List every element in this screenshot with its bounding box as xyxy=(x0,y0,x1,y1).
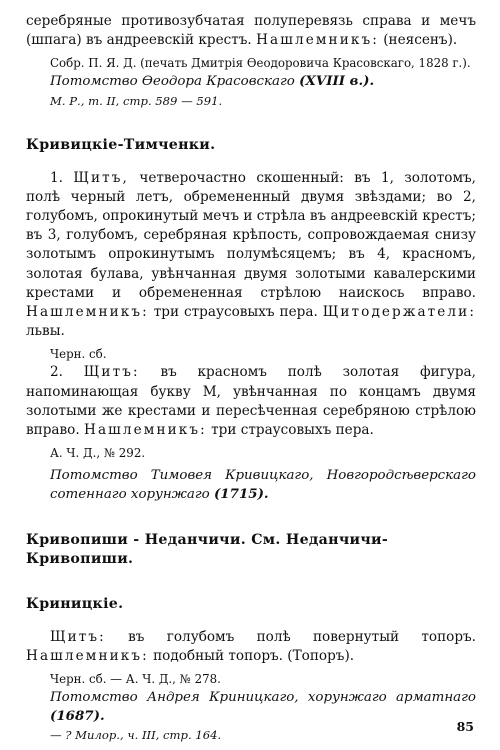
continuation-text-line1: серебряные противозубчатая полуперевязь справа и мечъ (шпага) xyxy=(26,13,476,49)
supporters-label: Щитодержатели: xyxy=(322,304,477,321)
lineage-note xyxy=(26,466,476,504)
page-number: 85 xyxy=(456,719,474,734)
lineage-date: (1715). xyxy=(213,486,269,503)
helmet-label: Нашлемникъ: xyxy=(26,304,149,321)
shield-label: Щитъ: xyxy=(50,628,106,645)
coat2-number: 2. xyxy=(50,364,63,381)
source-note: Черн. сб. xyxy=(50,347,107,362)
entry-heading-krinitskie: Криницкіе. xyxy=(26,595,124,612)
lineage-note xyxy=(26,72,476,91)
lineage-text: Потомство Өеодора Красовскаго xyxy=(50,74,295,90)
lineage-text: Потомство Тимовея Кривицкаго, Новгородсѣверскаго сотеннаго хорунжаго xyxy=(50,468,476,503)
continuation-text-line2-pre: въ андреевскій крестъ. xyxy=(85,32,252,49)
helmet-label: Нашлемникъ: xyxy=(26,647,149,664)
entry-heading-krivopishi xyxy=(26,531,476,569)
entry-heading-text: Кривопиши - Неданчичи. xyxy=(26,531,246,548)
coat2-text-a: въ красномъ полѣ золотая фигура, напоминающая букву М, увѣнчанная по концамъ двумя золотыми же крестами и пересѣченная серебряною стрѣлою вправо. xyxy=(26,364,476,439)
helmet-label: Нашлемникъ: xyxy=(256,32,379,49)
shield-label: Щитъ: xyxy=(83,364,140,381)
lineage-date: (XVIII в.). xyxy=(299,73,375,90)
lineage-date: (1687). xyxy=(50,708,105,725)
coat-of-arms-1-description xyxy=(26,169,476,342)
coat-of-arms-description xyxy=(26,628,476,666)
lineage-note xyxy=(26,688,476,726)
source-note: Черн. сб. — А. Ч. Д., № 278. xyxy=(50,672,221,687)
coat-of-arms-2-description xyxy=(26,363,476,440)
source-note: А. Ч. Д., № 292. xyxy=(50,446,146,461)
krinitskie-text-b: подобный топоръ. (Топоръ). xyxy=(153,647,355,664)
shield-label: Щитъ, xyxy=(73,169,129,186)
coat2-text-b: три страусовыхъ пера. xyxy=(211,422,374,439)
entry-heading-krivitskie: Кривицкіе-Тимченки. xyxy=(26,136,216,153)
continuation-text-line2-post: (неясенъ). xyxy=(383,32,458,49)
krinitskie-text-a: въ голубомъ полѣ повернутый топоръ. xyxy=(128,628,476,645)
coat1-text-a: четверочастно скошенный: въ 1, золотомъ, полѣ черный летъ, обремененный двумя звѣздами; во 2, голубомъ, опрокинутый мечъ и стрѣла въ андреевскій крестъ; въ 3, голубомъ, серебряная крѣпость, сопровождаемая снизу золотымъ опрокинутымъ полумѣсяцемъ; въ 4, красномъ, золотая булава, увѣнчанная двумя золотыми кавалерскими крестами и обремененная стрѣлою наискось вправо. xyxy=(26,169,476,301)
lineage-text: Потомство Андрея Криницкаго, хорунжаго арматнаго xyxy=(50,690,476,706)
helmet-label: Нашлемникъ: xyxy=(84,422,207,439)
reference-note: М. Р., т. II, стр. 589 — 591. xyxy=(50,93,223,108)
source-note: Собр. П. Я. Д. (печать Дмитрія Өеодоровича Красовскаго, 1828 г.). xyxy=(50,56,471,71)
coat1-number: 1. xyxy=(50,169,63,186)
coat1-text-c: львы. xyxy=(26,323,65,340)
cross-reference: См. Неданчичи-Кривопиши. xyxy=(26,531,389,567)
reference-note: — ? Милор., ч. III, стр. 164. xyxy=(50,728,222,743)
coat1-text-b: три страусовыхъ пера. xyxy=(153,304,318,321)
continuation-paragraph xyxy=(26,12,476,50)
